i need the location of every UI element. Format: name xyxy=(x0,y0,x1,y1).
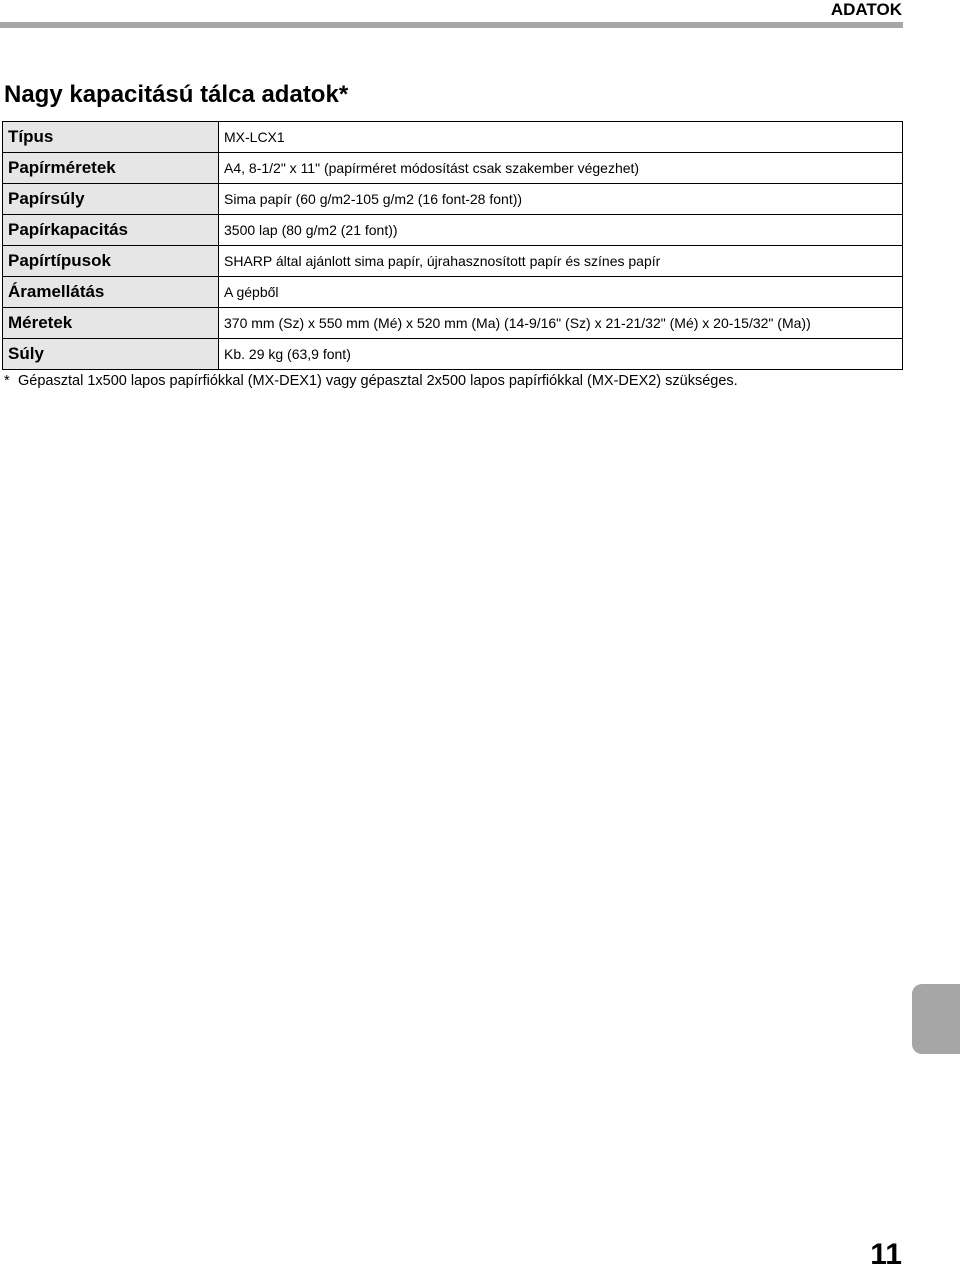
spec-value: 3500 lap (80 g/m2 (21 font)) xyxy=(219,215,903,246)
spec-value: Sima papír (60 g/m2-105 g/m2 (16 font-28 font)) xyxy=(219,184,903,215)
spec-value: SHARP által ajánlott sima papír, újrahasznosított papír és színes papír xyxy=(219,246,903,277)
table-row xyxy=(3,122,903,153)
spec-key: Papírtípusok xyxy=(3,246,219,277)
spec-key: Méretek xyxy=(3,308,219,339)
spec-key: Típus xyxy=(3,122,219,153)
table-row xyxy=(3,153,903,184)
spec-key: Papírkapacitás xyxy=(3,215,219,246)
spec-key: Papírsúly xyxy=(3,184,219,215)
table-row xyxy=(3,246,903,277)
spec-key: Áramellátás xyxy=(3,277,219,308)
footnote-text: Gépasztal 1x500 lapos papírfiókkal (MX-DEX1) vagy gépasztal 2x500 lapos papírfiókkal (MX-DEX2) szükséges. xyxy=(18,373,738,389)
spec-value: A gépből xyxy=(219,277,903,308)
spec-value: A4, 8-1/2" x 11" (papírméret módosítást csak szakember végezhet) xyxy=(219,153,903,184)
table-row xyxy=(3,308,903,339)
spec-value: 370 mm (Sz) x 550 mm (Mé) x 520 mm (Ma) (14-9/16" (Sz) x 21-21/32" (Mé) x 20-15/32" (Ma)) xyxy=(219,308,903,339)
table-row xyxy=(3,184,903,215)
page-title: Nagy kapacitású tálca adatok* xyxy=(4,81,349,108)
footnote xyxy=(4,372,738,390)
page-number: 11 xyxy=(870,1238,902,1271)
table-row xyxy=(3,277,903,308)
spec-value: MX-LCX1 xyxy=(219,122,903,153)
footnote-marker: * xyxy=(4,373,10,389)
table-row xyxy=(3,215,903,246)
spec-table xyxy=(2,121,903,370)
chapter-tab xyxy=(912,984,960,1054)
spec-value: Kb. 29 kg (63,9 font) xyxy=(219,339,903,370)
header-divider xyxy=(0,22,903,28)
spec-key: Súly xyxy=(3,339,219,370)
section-header-label: ADATOK xyxy=(830,0,902,19)
table-row xyxy=(3,339,903,370)
spec-key: Papírméretek xyxy=(3,153,219,184)
